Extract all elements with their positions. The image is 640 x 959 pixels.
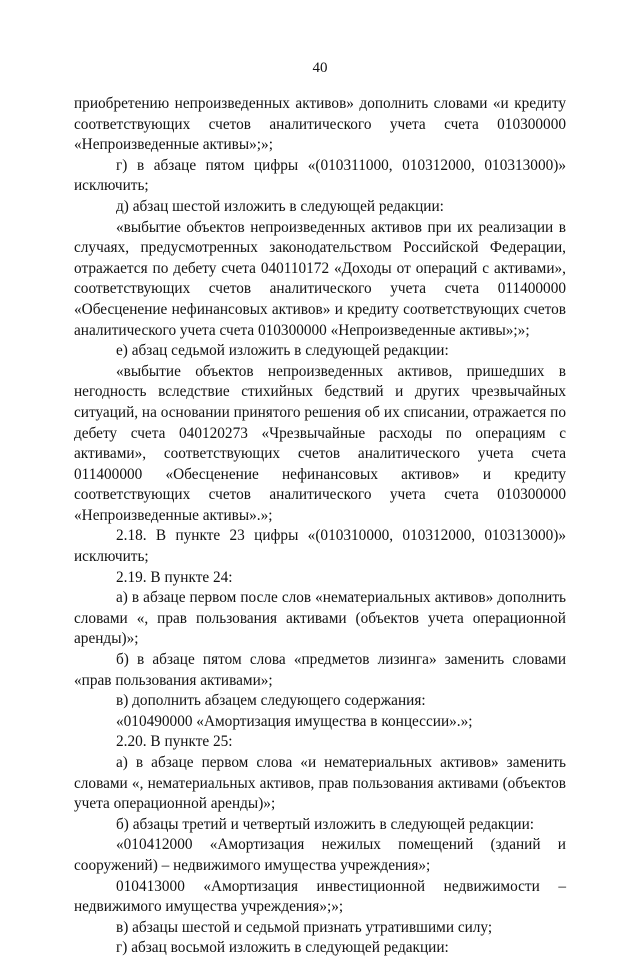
document-paragraph: в) дополнить абзацем следующего содержания: — [116, 692, 426, 710]
document-paragraph: «выбытие объектов непроизведенных активов при их реализации в случаях, предусмотренных законодательством Российской Федерации, отражается по дебету счета 040110172 «Доходы от операций с активами», соответствующих счетов аналитического учета счета 011400000 «Обесценение нефинансовых активов» и кредиту соответствующих счетов аналитического учета счета 010300000 «Непроизведенные активы»;»; — [74, 218, 566, 339]
document-paragraph: д) абзац шестой изложить в следующей редакции: — [116, 197, 444, 215]
document-paragraph: а) в абзаце первом после слов «нематериальных активов» дополнить словами «, прав пользования активами (объектов учета операционной аренды)»; — [74, 589, 566, 648]
document-paragraph: 010413000 «Амортизация инвестиционной недвижимости – недвижимого имущества учреждения»;»; — [74, 877, 566, 916]
document-paragraph: «010412000 «Амортизация нежилых помещений (зданий и сооружений) – недвижимого имущества учреждения»; — [74, 836, 566, 874]
document-paragraph: «выбытие объектов непроизведенных активов, пришедших в негодность вследствие стихийных бедствий и других чрезвычайных ситуаций, на основании принятого решения об их списании, отражается по дебету счета 040120273 «Чрезвычайные расходы по операциям с активами», соответствующих счетов аналитического учета счета 011400000 «Обесценение нефинансовых активов» и кредиту соответствующих счетов аналитического учета счета 010300000 «Непроизведенные активы».»; — [74, 362, 566, 524]
document-paragraph: в) абзацы шестой и седьмой признать утратившими силу; — [116, 918, 493, 936]
document-paragraph: 2.19. В пункте 24: — [116, 568, 233, 586]
document-paragraph: г) в абзаце пятом цифры «(010311000, 010312000, 010313000)» исключить; — [74, 156, 566, 195]
document-paragraph: 2.20. В пункте 25: — [116, 733, 233, 751]
document-paragraph: г) абзац восьмой изложить в следующей редакции: — [116, 939, 449, 957]
document-body — [74, 94, 566, 959]
document-paragraph: е) абзац седьмой изложить в следующей редакции: — [116, 342, 449, 360]
page-number: 40 — [312, 60, 328, 76]
document-paragraph: приобретению непроизведенных активов» дополнить словами «и кредиту соответствующих счетов аналитического учета счета 010300000 «Непроизведенные активы»;»; — [74, 95, 566, 154]
document-paragraph: 2.18. В пункте 23 цифры «(010310000, 010312000, 010313000)» исключить; — [74, 527, 566, 566]
document-paragraph: «010490000 «Амортизация имущества в концессии».»; — [116, 712, 473, 730]
document-paragraph: б) абзацы третий и четвертый изложить в следующей редакции: — [116, 815, 535, 833]
document-paragraph: б) в абзаце пятом слова «предметов лизинга» заменить словами «прав пользования активами»; — [74, 651, 566, 689]
document-paragraph: а) в абзаце первом слова «и нематериальных активов» заменить словами «, нематериальных активов, прав пользования активами (объектов учета операционной аренды)»; — [74, 754, 566, 813]
